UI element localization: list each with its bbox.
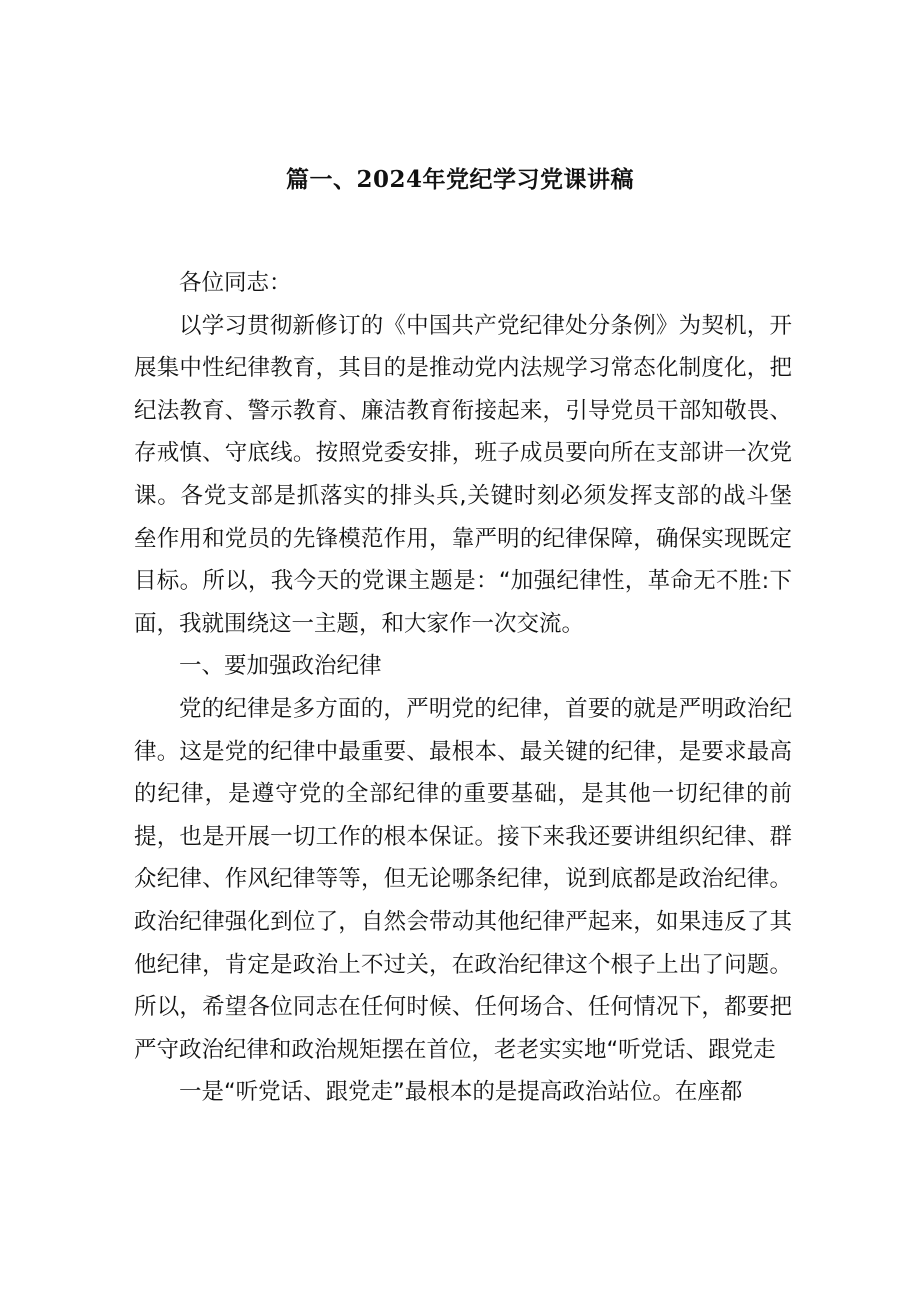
- section-heading: 一、要加强政治纪律: [179, 653, 382, 680]
- paragraph-intro: 以学习贯彻新修订的《中国共产党纪律处分条例》为契机，开展集中性纪律教育，其目的是推动党内法规学习常态化制度化，把纪法教育、警示教育、廉洁教育衔接起来，引导党员干部知敬畏、存戒慎、守底线。按照党委安排，班子成员要向所在支部讲一次党课。各党支部是抓落实的排头兵,关键时刻必须发挥支部的战斗堡垒作用和党员的先锋模范作用，靠严明的纪律保障，确保实现既定目标。所以，我今天的党课主题是：“加强纪律性，革命无不胜:下面，我就围绕这一主题，和大家作一次交流。: [134, 312, 792, 637]
- paragraph-political-discipline: 党的纪律是多方面的，严明党的纪律，首要的就是严明政治纪律。这是党的纪律中最重要、最根本、最关键的纪律，是要求最高的纪律，是遵守党的全部纪律的重要基础，是其他一切纪律的前提，也是开展一切工作的根本保证。接下来我还要讲组织纪律、群众纪律、作风纪律等等，但无论哪条纪律，说到底都是政治纪律。政治纪律强化到位了，自然会带动其他纪律严起来，如果违反了其他纪律，肯定是政治上不过关，在政治纪律这个根子上出了问题。所以，希望各位同志在任何时候、任何场合、任何情况下，都要把严守政治纪律和政治规矩摆在首位，老老实实地“听党话、跟党走: [134, 695, 792, 1063]
- document-title: 篇一、2024年党纪学习党课讲稿: [285, 166, 634, 193]
- paragraph-point-one: 一是“听党话、跟党走”最根本的是提高政治站位。在座都: [179, 1079, 743, 1106]
- document-body: [134, 262, 792, 1114]
- paragraph-salutation: 各位同志：: [179, 270, 292, 296]
